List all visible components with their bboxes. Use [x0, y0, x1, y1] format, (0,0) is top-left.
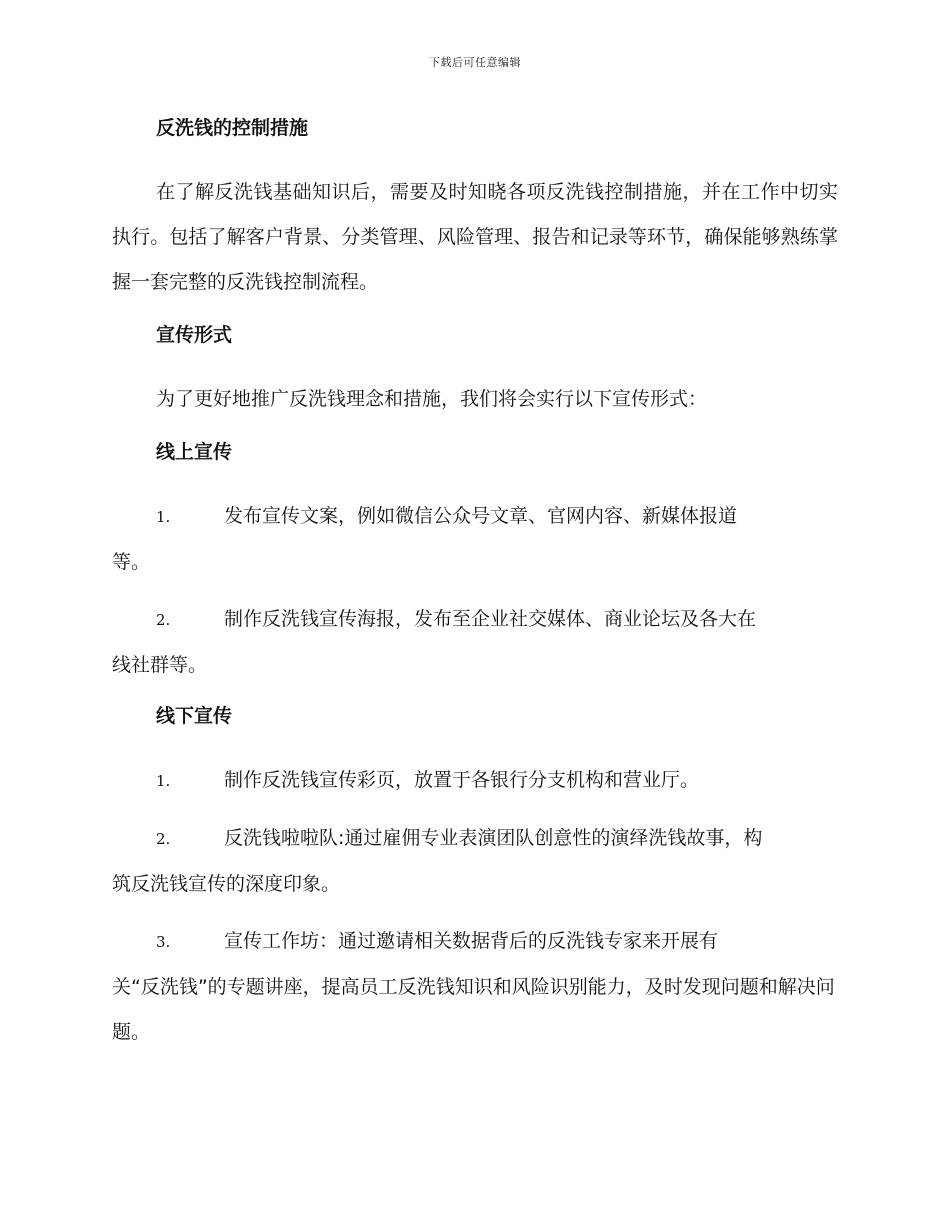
section-heading-offline: 线下宣传	[156, 705, 233, 727]
list-item-offline-1	[112, 758, 838, 804]
list-item-continuation: 线社群等。	[112, 654, 208, 676]
list-number: 3.	[156, 933, 171, 951]
list-number: 2.	[156, 830, 171, 848]
list-item-text: 制作反洗钱宣传海报，发布至企业社交媒体、商业论坛及各大在	[224, 608, 757, 630]
section-heading-control: 反洗钱的控制措施	[156, 117, 309, 139]
list-item-continuation: 筑反洗钱宣传的深度印象。	[112, 873, 341, 895]
list-item-offline-3	[112, 919, 838, 1055]
list-item-text: 反洗钱啦啦队:通过雇佣专业表演团队创意性的演绎洗钱故事，构	[224, 827, 763, 849]
section-heading-promotion: 宣传形式	[156, 324, 233, 346]
list-item-text: 制作反洗钱宣传彩页，放置于各银行分支机构和营业厅。	[224, 769, 700, 791]
paragraph-control: 在了解反洗钱基础知识后，需要及时知晓各项反洗钱控制措施，并在工作中切实执行。包括了解客户背景、分类管理、风险管理、报告和记录等环节，确保能够熟练掌握一套完整的反洗钱控制流程。	[112, 181, 838, 293]
document-body	[112, 112, 838, 1067]
list-item-continuation: 等。	[112, 551, 151, 573]
list-item-online-1	[112, 494, 838, 585]
list-number: 1.	[156, 772, 171, 790]
list-item-text: 宣传工作坊：通过邀请相关数据背后的反洗钱专家来开展有	[224, 930, 719, 952]
paragraph-promotion: 为了更好地推广反洗钱理念和措施，我们将会实行以下宣传形式：	[156, 388, 708, 410]
section-heading-online: 线上宣传	[156, 441, 233, 463]
list-item-continuation: 关“反洗钱”的专题讲座，提高员工反洗钱知识和风险识别能力，及时发现问题和解决问题。	[112, 976, 835, 1043]
list-item-offline-2	[112, 816, 838, 907]
list-item-text: 发布宣传文案，例如微信公众号文章、官网内容、新媒体报道	[224, 505, 738, 527]
page-header-note: 下载后可任意编辑	[429, 56, 521, 69]
list-item-online-2	[112, 597, 838, 688]
list-number: 1.	[156, 508, 171, 526]
list-number: 2.	[156, 611, 171, 629]
